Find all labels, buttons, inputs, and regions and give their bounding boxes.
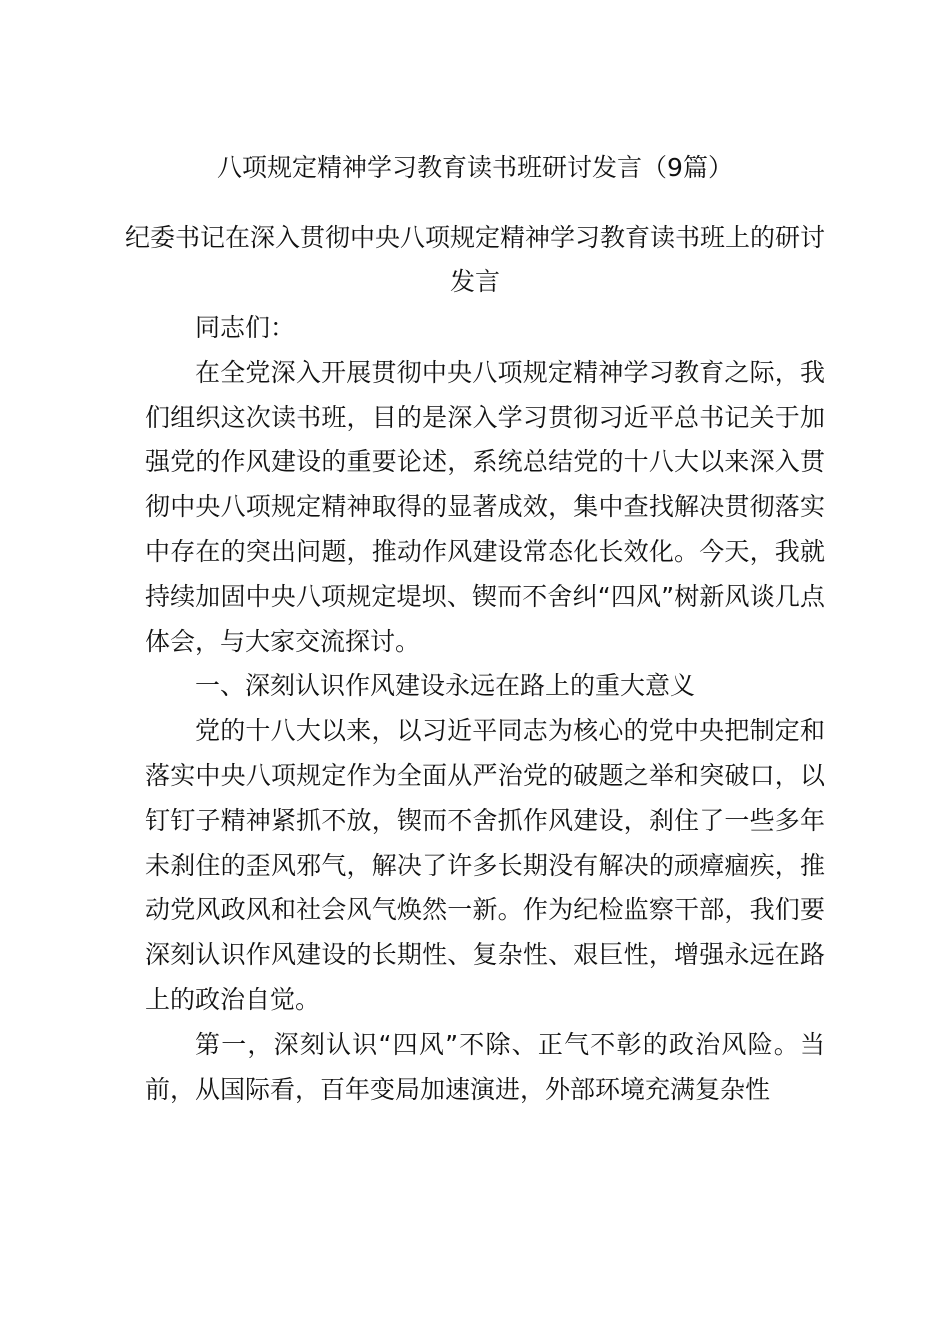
salutation: 同志们： bbox=[195, 313, 296, 342]
paragraph-point-1: 第一，深刻认识“四风”不除、正气不彰的政治风险。当前，从国际看，百年变局加速演进，外部环境充满复杂性 bbox=[145, 1029, 825, 1104]
document-title: 八项规定精神学习教育读书班研讨发言（9篇） bbox=[217, 153, 733, 182]
speech-title: 纪委书记在深入贯彻中央八项规定精神学习教育读书班上的研讨发言 bbox=[124, 223, 825, 296]
paragraph-section-1: 党的十八大以来，以习近平同志为核心的党中央把制定和落实中央八项规定作为全面从严治党的破题之举和突破口，以钉钉子精神紧抓不放，锲而不舍抓作风建设，刹住了一些多年未刹住的歪风邪气，解决了许多长期没有解决的顽瘴痼疾，推动党风政风和社会风气焕然一新。作为纪检监察干部，我们要深刻认识作风建设的长期性、复杂性、艰巨性，增强永远在路上的政治自觉。 bbox=[145, 716, 825, 1014]
paragraph-intro: 在全党深入开展贯彻中央八项规定精神学习教育之际，我们组织这次读书班，目的是深入学习贯彻习近平总书记关于加强党的作风建设的重要论述，系统总结党的十八大以来深入贯彻中央八项规定精神取得的显著成效，集中查找解决贯彻落实中存在的突出问题，推动作风建设常态化长效化。今天，我就持续加固中央八项规定堤坝、锲而不舍纠“四风”树新风谈几点体会，与大家交流探讨。 bbox=[145, 357, 825, 656]
document-body bbox=[145, 306, 825, 1112]
section-heading-1: 一、深刻认识作风建设永远在路上的重大意义 bbox=[195, 671, 696, 701]
